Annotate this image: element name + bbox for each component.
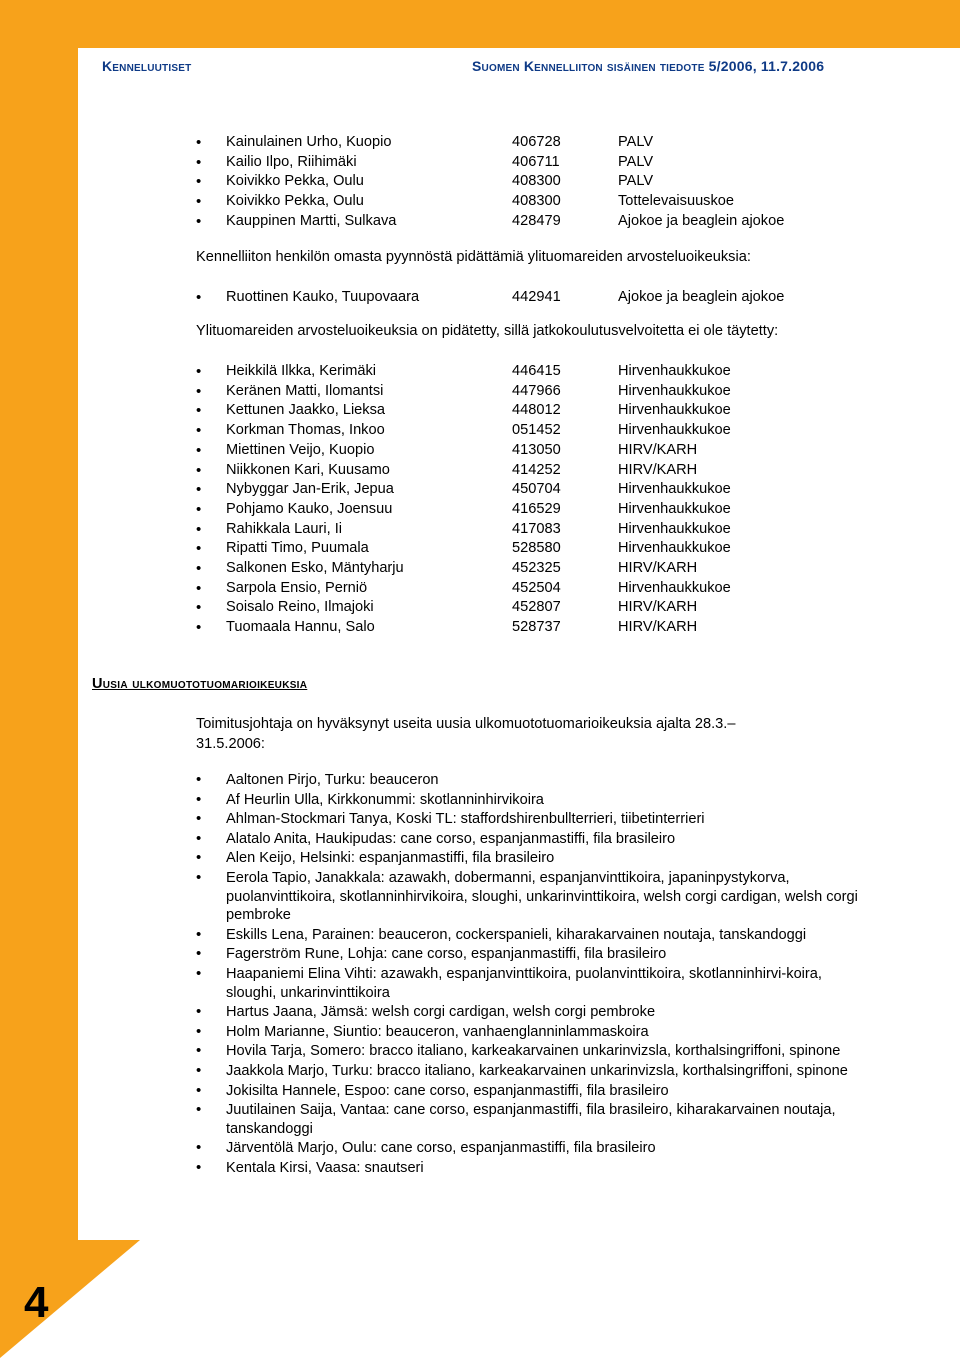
judge-number: 416529 — [512, 500, 561, 517]
list-item — [196, 288, 784, 308]
judge-number: 413050 — [512, 441, 561, 458]
judge-number: 442941 — [512, 289, 561, 305]
list-item: • Aaltonen Pirjo, Turku: beauceron — [196, 771, 866, 790]
list-item — [196, 441, 731, 461]
list-item: • Haapaniemi Elina Vihti: azawakh, espanjanvinttikoira, puolanvinttikoira, skotlanninhirvi-koira, sloughi, unkarinvinttikoira — [196, 965, 866, 1002]
paragraph-withheld-rights: Kennelliiton henkilön omasta pyynnöstä pidättämiä ylituomareiden arvosteluoikeuksia: — [196, 249, 751, 265]
judge-name: Kainulainen Urho, Kuopio — [226, 134, 392, 150]
list-item: • Jokisilta Hannele, Espoo: cane corso, espanjanmastiffi, fila brasileiro — [196, 1082, 866, 1101]
judge-name: Ruottinen Kauko, Tuupovaara — [226, 289, 420, 305]
page-number: 4 — [24, 1278, 49, 1327]
judge-class: Hirvenhaukkukoe — [618, 481, 731, 498]
judge-name: Kettunen Jaakko, Lieksa — [226, 402, 386, 419]
judge-name: Koivikko Pekka, Oulu — [226, 193, 364, 210]
judge-number: 406728 — [512, 134, 561, 150]
judge-class: PALV — [618, 134, 654, 150]
page-corner-triangle — [0, 1240, 140, 1358]
judge-name: Miettinen Veijo, Kuopio — [226, 441, 375, 458]
judge-class: HIRV/KARH — [618, 441, 698, 458]
judge-class: Hirvenhaukkukoe — [618, 422, 731, 439]
judge-name: Sarpola Ensio, Perniö — [226, 579, 368, 596]
judge-name: Tuomaala Hannu, Salo — [226, 619, 375, 636]
judge-class: Ajokoe ja beaglein ajokoe — [618, 289, 785, 305]
list-item — [196, 153, 784, 173]
revoked-list-2 — [196, 288, 784, 308]
judge-class: Hirvenhaukkukoe — [618, 500, 731, 517]
judge-name: Korkman Thomas, Inkoo — [226, 422, 385, 439]
list-item: • Jaakkola Marjo, Turku: bracco italiano, karkeakarvainen unkarinvizsla, korthalsingriffoni, spinone — [196, 1062, 866, 1081]
judge-class: PALV — [618, 153, 654, 170]
list-item: • Eskills Lena, Parainen: beauceron, cockerspanieli, kiharakarvainen noutaja, tanskandoggi — [196, 926, 866, 945]
judge-name: Pohjamo Kauko, Joensuu — [226, 500, 393, 517]
judge-class: HIRV/KARH — [618, 619, 698, 636]
judge-number: 528737 — [512, 619, 561, 636]
judge-name: Keränen Matti, Ilomantsi — [226, 382, 384, 399]
list-item: • Ahlman-Stockmari Tanya, Koski TL: staffordshirenbullterrieri, tiibetinterrieri — [196, 810, 866, 829]
list-item: • Fagerström Rune, Lohja: cane corso, espanjanmastiffi, fila brasileiro — [196, 945, 866, 964]
judge-name: Heikkilä Ilkka, Kerimäki — [226, 363, 377, 379]
judge-name: Kailio Ilpo, Riihimäki — [226, 153, 357, 170]
list-item: • Af Heurlin Ulla, Kirkkonummi: skotlanninhirvikoira — [196, 791, 866, 810]
judge-number: 408300 — [512, 173, 561, 190]
judge-number: 452807 — [512, 599, 561, 616]
intro-line-1: Toimitusjohtaja on hyväksynyt useita uusia ulkomuototuomarioikeuksia ajalta 28.3.– — [196, 716, 736, 732]
judge-class: Hirvenhaukkukoe — [618, 540, 731, 557]
judge-class: Hirvenhaukkukoe — [618, 520, 731, 537]
intro-line-2: 31.5.2006: — [196, 736, 265, 752]
list-item: • Alen Keijo, Helsinki: espanjanmastiffi, fila brasileiro — [196, 849, 866, 868]
judge-class: Hirvenhaukkukoe — [618, 363, 731, 379]
revoked-list-3 — [196, 362, 731, 638]
list-item — [196, 480, 731, 500]
list-item: • Hartus Jaana, Jämsä: welsh corgi cardigan, welsh corgi pembroke — [196, 1003, 866, 1022]
list-item — [196, 579, 731, 599]
judge-name: Niikkonen Kari, Kuusamo — [226, 461, 390, 478]
list-item — [196, 212, 784, 232]
new-judges-list — [196, 771, 866, 1178]
judge-name: Ripatti Timo, Puumala — [226, 540, 369, 557]
list-item — [196, 362, 731, 382]
judge-number: 406711 — [512, 153, 560, 170]
list-item: • Alatalo Anita, Haukipudas: cane corso, espanjanmastiffi, fila brasileiro — [196, 830, 866, 849]
judge-number: 414252 — [512, 461, 561, 478]
judge-name: Kauppinen Martti, Sulkava — [226, 212, 397, 229]
judge-class: PALV — [618, 173, 654, 190]
list-item: • Hovila Tarja, Somero: bracco italiano, karkeakarvainen unkarinvizsla, korthalsingriffoni, spinone — [196, 1042, 866, 1061]
judge-number: 528580 — [512, 540, 561, 557]
list-item — [196, 192, 784, 212]
judge-name: Koivikko Pekka, Oulu — [226, 173, 364, 190]
list-item — [196, 382, 731, 402]
judge-number: 452325 — [512, 560, 561, 577]
judge-class: Ajokoe ja beaglein ajokoe — [618, 212, 785, 229]
list-item: • Kentala Kirsi, Vaasa: snautseri — [196, 1159, 866, 1178]
list-item: • Juutilainen Saija, Vantaa: cane corso, espanjanmastiffi, fila brasileiro, kiharakarvainen noutaja, tanskandoggi — [196, 1101, 866, 1138]
judge-number: 452504 — [512, 579, 561, 596]
revoked-list-1 — [196, 133, 784, 232]
judge-number: 417083 — [512, 520, 561, 537]
list-item — [196, 500, 731, 520]
judge-class: HIRV/KARH — [618, 461, 698, 478]
list-item — [196, 539, 731, 559]
judge-class: Hirvenhaukkukoe — [618, 402, 731, 419]
list-item — [196, 598, 731, 618]
list-item: • Järventölä Marjo, Oulu: cane corso, espanjanmastiffi, fila brasileiro — [196, 1139, 866, 1158]
list-item — [196, 401, 731, 421]
judge-number: 448012 — [512, 402, 561, 419]
paragraph-training-not-fulfilled: Ylituomareiden arvosteluoikeuksia on pidätetty, sillä jatkokoulutusvelvoitetta ei ole täytetty: — [196, 323, 779, 339]
list-item — [196, 618, 731, 638]
judge-number: 446415 — [512, 363, 561, 379]
judge-class: Hirvenhaukkukoe — [618, 579, 731, 596]
judge-class: HIRV/KARH — [618, 560, 698, 577]
list-item: • Eerola Tapio, Janakkala: azawakh, dobermanni, espanjanvinttikoira, japaninpystykorva, puolanvinttikoira, skotlanninhirvikoira, sloughi, unkarinvinttikoira, welsh corgi cardigan, welsh corgi pembroke — [196, 869, 866, 925]
judge-class: HIRV/KARH — [618, 599, 698, 616]
judge-name: Soisalo Reino, Ilmajoki — [226, 599, 374, 616]
orange-side-band — [0, 0, 78, 1240]
judge-name: Nybyggar Jan-Erik, Jepua — [226, 481, 394, 498]
list-item — [196, 421, 731, 441]
list-item — [196, 461, 731, 481]
list-item — [196, 559, 731, 579]
header-right-title: Suomen Kennelliiton sisäinen tiedote 5/2006, 11.7.2006 — [472, 58, 825, 74]
list-item — [196, 172, 784, 192]
judge-number: 051452 — [512, 422, 561, 439]
judge-name: Rahikkala Lauri, Ii — [226, 520, 342, 537]
judge-number: 428479 — [512, 212, 561, 229]
list-item — [196, 133, 784, 153]
judge-class: Hirvenhaukkukoe — [618, 382, 731, 399]
judge-class: Tottelevaisuuskoe — [618, 193, 735, 210]
judge-number: 408300 — [512, 193, 561, 210]
judge-number: 447966 — [512, 382, 561, 399]
judge-name: Salkonen Esko, Mäntyharju — [226, 560, 404, 577]
judge-number: 450704 — [512, 481, 561, 498]
list-item: • Holm Marianne, Siuntio: beauceron, vanhaenglanninlammaskoira — [196, 1023, 866, 1042]
header-left-title: Kenneluutiset — [102, 58, 192, 74]
list-item — [196, 520, 731, 540]
section-title: Uusia ulkomuototuomarioikeuksia — [92, 676, 308, 692]
